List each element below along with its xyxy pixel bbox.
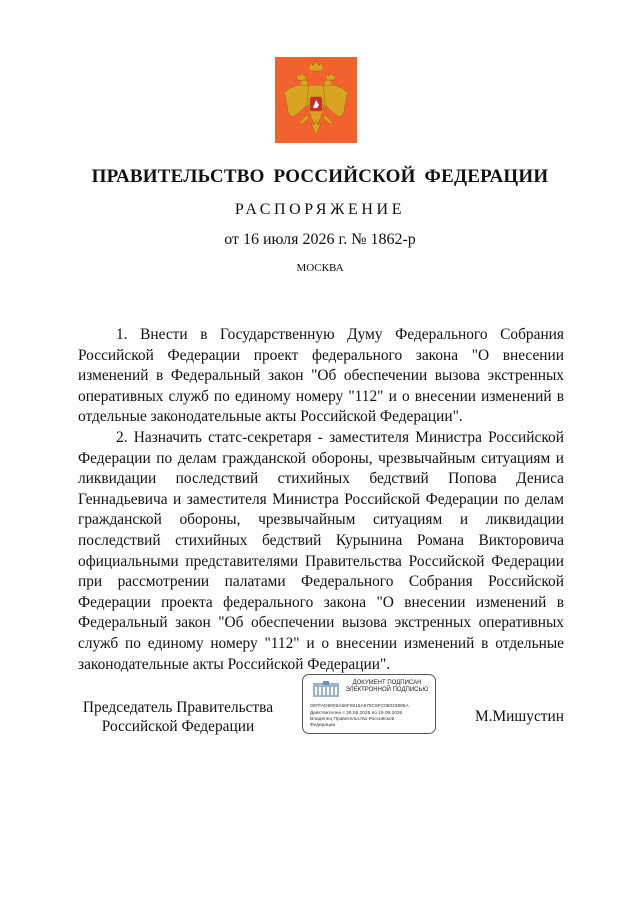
document-body — [78, 325, 564, 675]
government-title: ПРАВИТЕЛЬСТВО РОССИЙСКОЙ ФЕДЕРАЦИИ — [91, 166, 549, 187]
paragraph-1: 1. Внести в Государственную Думу Федерального Собрания Российской Федерации проект федерального закона "О внесении изменений в Федеральный закон "Об обеспечении вызова экстренных оперативных служб по единому номеру "112" и о внесении изменений в отдельные законодательные акты Российской Федерации". — [78, 326, 564, 426]
signatory-position-line1: Председатель Правительства — [82, 699, 274, 716]
coat-of-arms-icon — [275, 57, 357, 143]
government-building-icon — [311, 681, 341, 699]
document-date-number: от 16 июля 2026 г. № 1862-р — [224, 231, 416, 248]
paragraph-2: 2. Назначить статс-секретаря - заместителя Министра Российской Федерации по делам гражданской обороны, чрезвычайным ситуациям и ликвидации последствий стихийных бедствий Попова Дениса Геннадьевича и заместителя Министра Российской Федерации по делам гражданской обороны, чрезвычайным ситуациям и ликвидации последствий стихийных бедствий Курынина Романа Викторовича официальными представителями Правительства Российской Федерации при рассмотрении палатами Федерального Собрания Российской Федерации проекта федерального закона "О внесении изменений в Федеральный закон "Об обеспечении вызова экстренных оперативных служб по единому номеру "112" и о внесении изменений в отдельные законодательные акты Российской Федерации". — [78, 428, 564, 673]
document-type: РАСПОРЯЖЕНИЕ — [234, 201, 406, 218]
signatory-position — [78, 698, 278, 736]
stamp-title — [343, 680, 431, 694]
signatory-name: М.Мишустин — [474, 708, 564, 725]
stamp-title-line2: ЭЛЕКТРОННОЙ ПОДПИСЬЮ — [345, 687, 429, 693]
stamp-certificate: 00FFAD6006A56F0915A579C5FC08023885A — [310, 704, 409, 709]
document-city: МОСКВА — [296, 262, 344, 274]
stamp-validity: Действителен с 26.06.2025 по 19.09.2026 — [310, 711, 403, 716]
electronic-signature-stamp — [302, 674, 436, 734]
stamp-owner-line2: Федерации — [310, 723, 336, 728]
stamp-title-line1: ДОКУМЕНТ ПОДПИСАН — [352, 680, 422, 686]
signatory-position-line2: Российской Федерации — [101, 718, 255, 735]
stamp-owner-line1: Владелец Правительство Российской — [310, 717, 395, 722]
